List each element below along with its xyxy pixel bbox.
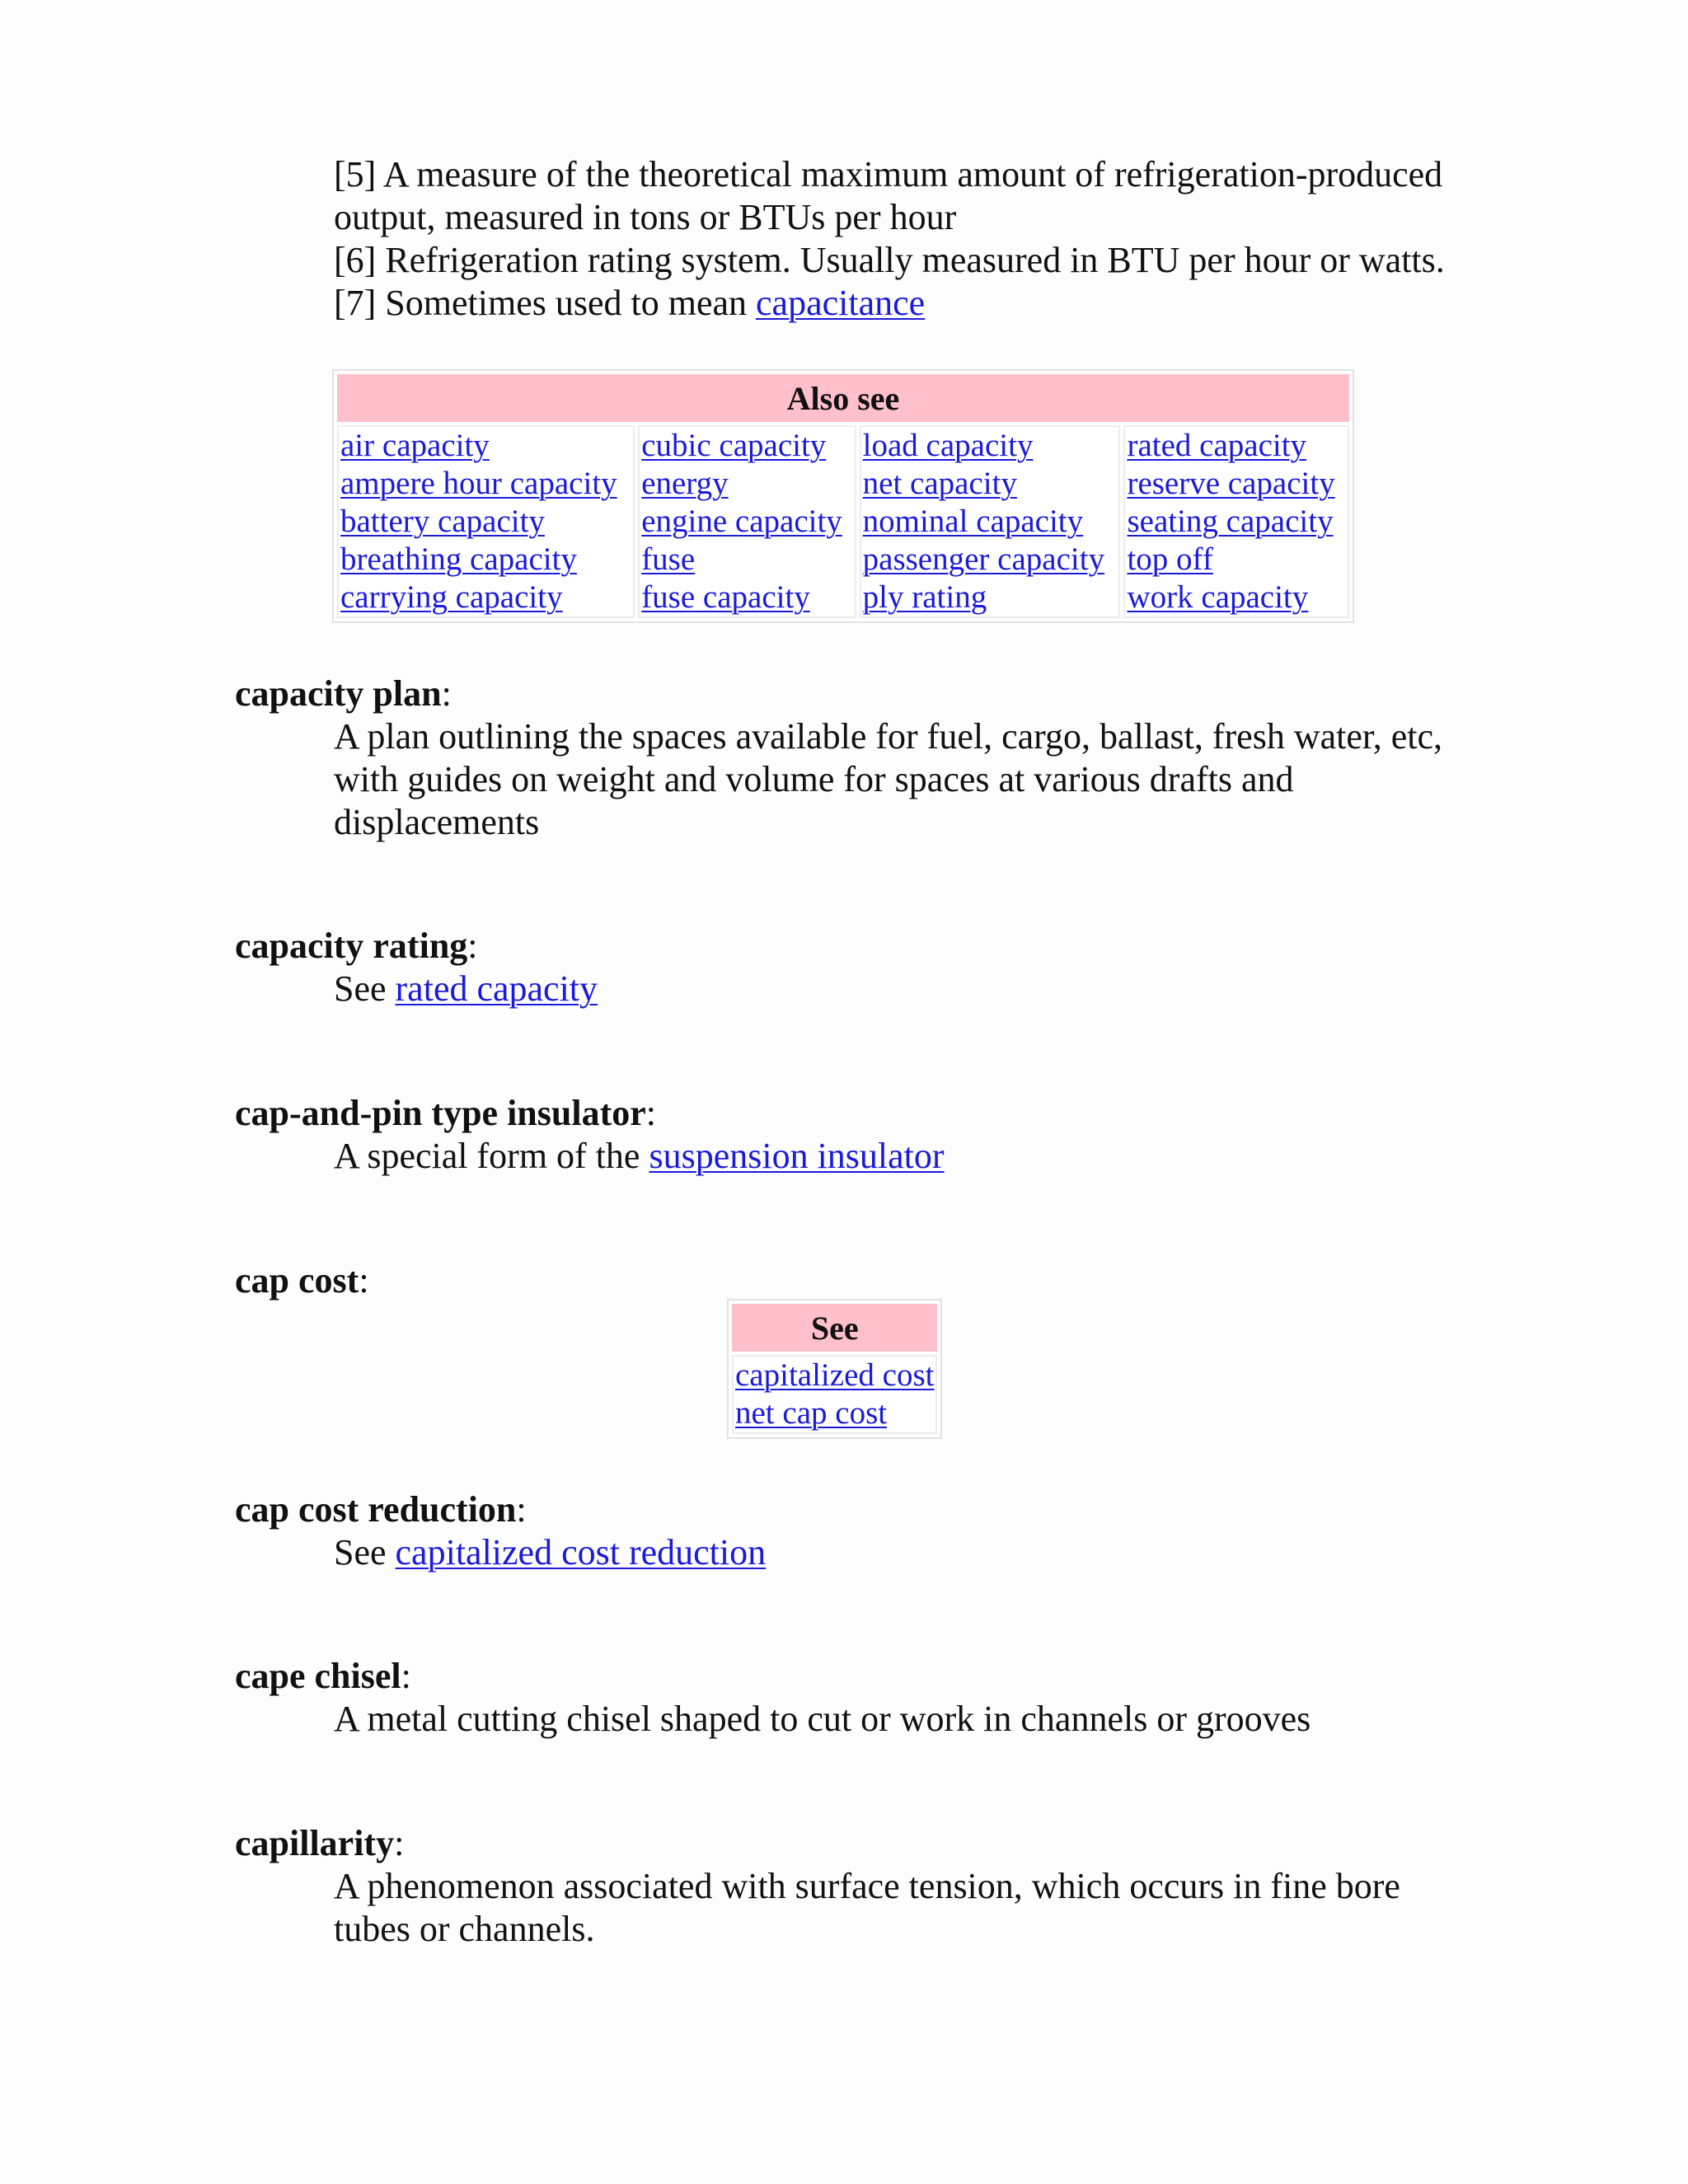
also-see-link[interactable]: load capacity (862, 428, 1034, 463)
term-cap-cost (235, 1259, 369, 1302)
definition-6: [6] Refrigeration rating system. Usually measured in BTU per hour or watts. (334, 240, 1445, 280)
definition-7-text: [7] Sometimes used to mean (334, 283, 757, 323)
capitalized-cost-reduction-link[interactable]: capitalized cost reduction (395, 1532, 767, 1572)
term-title: cap cost reduction (235, 1489, 517, 1530)
also-see-column-2 (638, 425, 856, 618)
term-colon: : (401, 1656, 411, 1696)
term-title: capacity rating (235, 926, 468, 966)
also-see-link[interactable]: reserve capacity (1127, 466, 1335, 501)
also-see-link[interactable]: air capacity (340, 428, 490, 463)
definition-capacity-rating (334, 968, 1471, 1010)
term-cap-and-pin-insulator (235, 1092, 656, 1135)
definition-capillarity: A phenomenon associated with surface tension, which occurs in fine bore tubes or channels. (334, 1866, 1400, 1949)
also-see-link[interactable]: fuse capacity (641, 579, 810, 615)
term-colon: : (441, 673, 452, 714)
definition-cap-cost-reduction (334, 1531, 1471, 1574)
term-title: capacity plan (235, 673, 442, 714)
suspension-insulator-link[interactable]: suspension insulator (649, 1136, 945, 1176)
term-title: cap cost (235, 1260, 359, 1301)
see-prefix: See (334, 968, 396, 1009)
term-cap-cost-reduction (235, 1488, 527, 1531)
term-title: cape chisel (235, 1656, 401, 1696)
also-see-link[interactable]: ply rating (862, 579, 987, 615)
definition-cap-and-pin-insulator (334, 1135, 1471, 1178)
also-see-column-4 (1123, 425, 1349, 618)
also-see-column-1 (337, 425, 635, 618)
capitalized-cost-link[interactable]: capitalized cost (735, 1357, 935, 1393)
also-see-link[interactable]: rated capacity (1127, 428, 1307, 463)
also-see-table (332, 369, 1354, 623)
also-see-link[interactable]: fuse (641, 541, 696, 577)
term-colon: : (467, 926, 478, 966)
term-capacity-plan (235, 673, 452, 715)
term-colon: : (645, 1093, 656, 1133)
term-cape-chisel (235, 1655, 411, 1698)
term-capacity-rating (235, 925, 478, 968)
also-see-link[interactable]: energy (641, 466, 729, 501)
also-see-link[interactable]: cubic capacity (641, 428, 827, 463)
term-title: capillarity (235, 1823, 395, 1863)
term-colon: : (394, 1823, 405, 1863)
also-see-link[interactable]: passenger capacity (862, 541, 1105, 577)
definition-capacity-plan: A plan outlining the spaces available for fuel, cargo, ballast, fresh water, etc, with guides on weight and volume for spaces at various drafts and displacements (334, 716, 1443, 842)
term-capillarity (235, 1822, 404, 1865)
also-see-link[interactable]: seating capacity (1127, 504, 1334, 539)
also-see-column-3 (860, 425, 1121, 618)
also-see-link[interactable]: top off (1127, 541, 1213, 577)
term-colon: : (359, 1260, 369, 1301)
also-see-link[interactable]: engine capacity (641, 504, 842, 539)
term-colon: : (516, 1489, 527, 1530)
also-see-link[interactable]: nominal capacity (862, 504, 1084, 539)
also-see-link[interactable]: breathing capacity (340, 541, 577, 577)
definition-prefix: A special form of the (334, 1136, 649, 1176)
rated-capacity-link[interactable]: rated capacity (395, 968, 598, 1009)
see-links-cell (732, 1355, 937, 1434)
see-table (727, 1299, 942, 1439)
net-cap-cost-link[interactable]: net cap cost (735, 1395, 888, 1431)
also-see-link[interactable]: work capacity (1127, 579, 1309, 615)
also-see-link[interactable]: ampere hour capacity (340, 466, 617, 501)
see-header: See (732, 1304, 937, 1352)
definition-cape-chisel: A metal cutting chisel shaped to cut or work in channels or grooves (334, 1699, 1311, 1739)
also-see-link[interactable]: battery capacity (340, 504, 545, 539)
definition-7 (334, 282, 1471, 325)
also-see-header: Also see (337, 374, 1349, 422)
capacitance-link[interactable]: capacitance (756, 283, 926, 323)
also-see-link[interactable]: net capacity (862, 466, 1017, 501)
capacity-definitions (334, 153, 1471, 325)
definition-5: [5] A measure of the theoretical maximum amount of refrigeration-produced output, measured in tons or BTUs per hour (334, 154, 1443, 237)
term-title: cap-and-pin type insulator (235, 1093, 646, 1133)
see-prefix: See (334, 1532, 396, 1572)
also-see-link[interactable]: carrying capacity (340, 579, 563, 615)
